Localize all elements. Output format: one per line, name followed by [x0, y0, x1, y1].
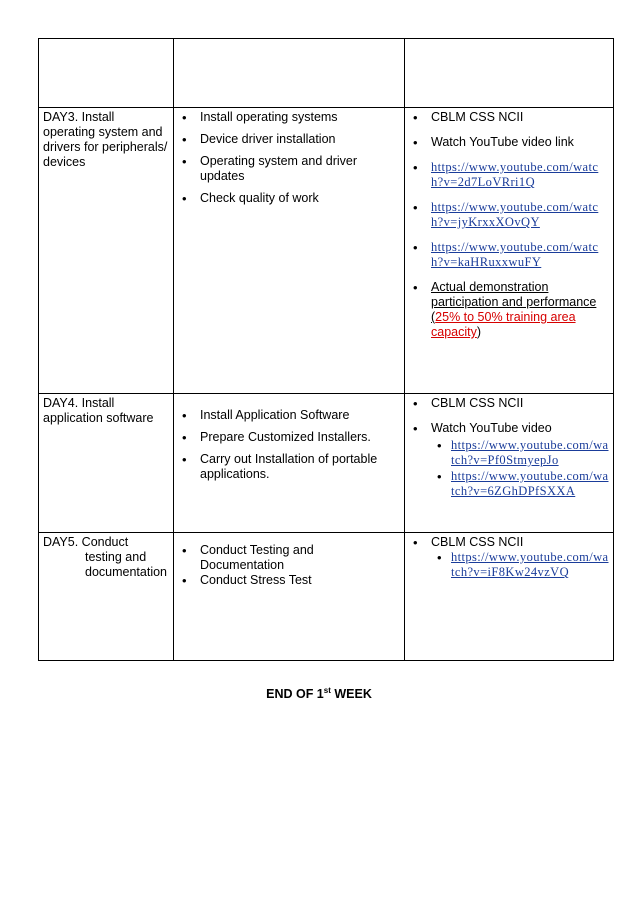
youtube-link[interactable]: https://www.youtube.com/watch?v=Pf0StmyepJo [451, 438, 609, 467]
table-row-day5 [39, 533, 614, 661]
list-item: • Carry out Installation of portable applications. [178, 452, 400, 482]
table-row-day4 [39, 394, 614, 533]
youtube-link[interactable]: https://www.youtube.com/watch?v=2d7LoVRri1Q [431, 160, 599, 189]
day4-label: DAY4. Install application software [39, 394, 174, 533]
list-item [409, 160, 609, 190]
list-item: • Check quality of work [178, 191, 400, 206]
list-item: • Device driver installation [178, 132, 400, 147]
day5-activities [174, 533, 405, 661]
youtube-link[interactable]: https://www.youtube.com/watch?v=iF8Kw24vzVQ [451, 550, 609, 579]
end-of-week-heading: END OF 1st WEEK [266, 686, 372, 702]
day4-resources [405, 394, 614, 533]
day4-activities [174, 394, 405, 533]
list-item [409, 280, 609, 340]
day3-label: DAY3. Install operating system and drivers for peripherals/ devices [39, 108, 174, 394]
youtube-link[interactable]: https://www.youtube.com/watch?v=6ZGhDPfSXXA [451, 469, 609, 498]
youtube-link[interactable]: https://www.youtube.com/watch?v=jyKrxxXOvQY [431, 200, 599, 229]
list-item [409, 200, 609, 230]
list-item: • Install operating systems [178, 110, 400, 125]
day5-label: DAY5. Conduct testing and documentation [39, 533, 174, 661]
list-item: • Watch YouTube video • https://www.youtube.com/watch?v=Pf0StmyepJo • https://www.youtube.com/watch?v=6ZGhDPfSXXA [409, 421, 609, 499]
capacity-text: 25% to 50% training area capacity [431, 310, 576, 339]
list-item: • Watch YouTube video link [409, 135, 609, 150]
list-item [431, 469, 609, 499]
lesson-plan-table [38, 38, 614, 661]
list-item: • Conduct Stress Test [178, 573, 400, 588]
list-item: • CBLM CSS NCII [409, 396, 609, 411]
list-item [431, 550, 609, 580]
day5-resources [405, 533, 614, 661]
list-item: • CBLM CSS NCII • https://www.youtube.com/watch?v=iF8Kw24vzVQ [409, 535, 609, 580]
list-item: • Conduct Testing and Documentation [178, 543, 400, 573]
list-item [431, 438, 609, 468]
table-row-empty [39, 39, 614, 108]
list-item [409, 240, 609, 270]
demo-text-end: ) [476, 325, 482, 339]
list-item: • CBLM CSS NCII [409, 110, 609, 125]
list-item: • Prepare Customized Installers. [178, 430, 400, 445]
list-item: • Install Application Software [178, 408, 400, 423]
empty-cell [174, 39, 405, 108]
empty-cell [405, 39, 614, 108]
empty-cell [39, 39, 174, 108]
day3-activities [174, 108, 405, 394]
demo-text: Actual demonstration participation and performance ( [431, 280, 597, 324]
youtube-link[interactable]: https://www.youtube.com/watch?v=kaHRuxxwuFY [431, 240, 599, 269]
table-row-day3 [39, 108, 614, 394]
day3-resources [405, 108, 614, 394]
list-item: • Operating system and driver updates [178, 154, 400, 184]
